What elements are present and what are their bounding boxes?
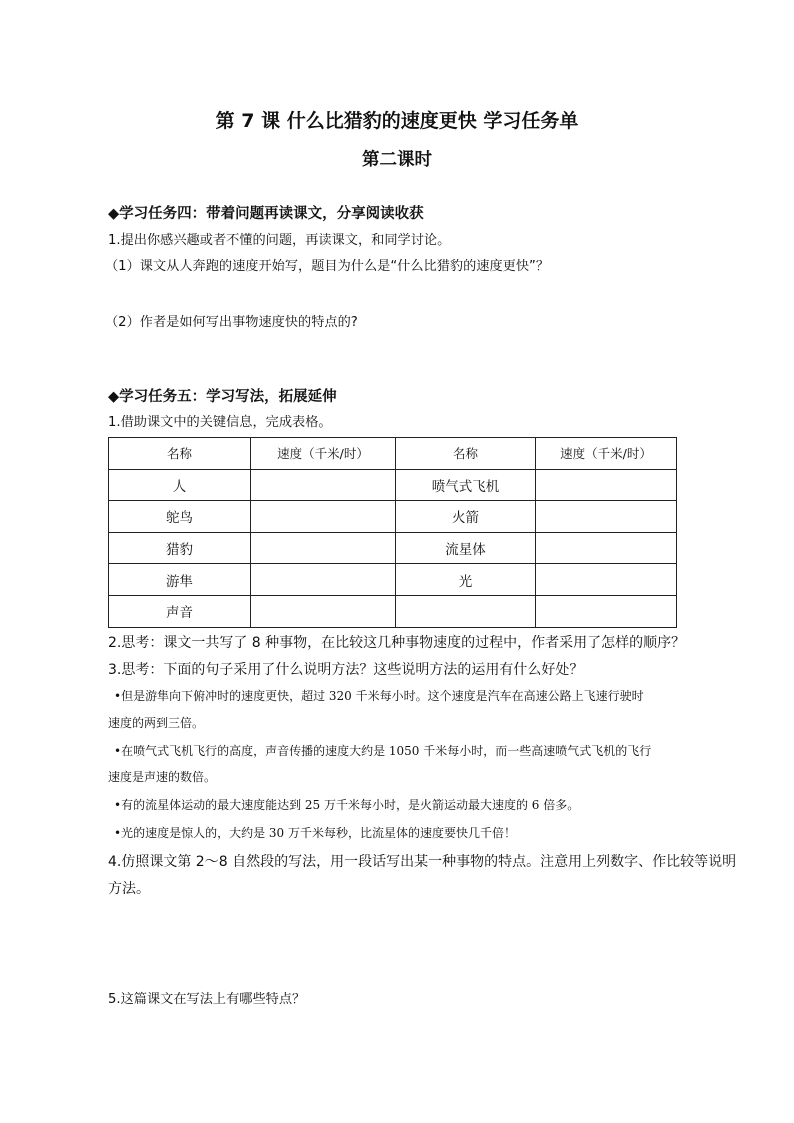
table-answer-cell[interactable]: [251, 532, 396, 564]
task5-item1: 1.借助课文中的关键信息，完成表格。: [108, 415, 332, 430]
table-answer-cell[interactable]: [251, 564, 396, 596]
table-answer-cell[interactable]: [251, 469, 396, 501]
table-cell: 声音: [109, 595, 251, 627]
sentence-2-line-2: 速度是声速的数倍。: [108, 770, 217, 784]
table-cell: 鸵鸟: [109, 501, 251, 533]
table-cell: 流星体: [396, 532, 536, 564]
task4-heading: ◆学习任务四：带着问题再读课文，分享阅读收获: [108, 206, 424, 222]
task5-item4-line-2: 方法。: [108, 881, 150, 897]
page-title: 第 7 课 什么比猎豹的速度更快 学习任务单: [215, 110, 579, 132]
task5-item3: 3.思考：下面的句子采用了什么说明方法？这些说明方法的运用有什么好处？: [108, 662, 584, 678]
table-answer-cell[interactable]: [536, 469, 677, 501]
table-cell: 火箭: [396, 501, 536, 533]
table-header-cell: 速度（千米/时）: [536, 438, 677, 470]
table-row: [109, 595, 677, 627]
task5-item2: 2.思考：课文一共写了 8 种事物，在比较这几种事物速度的过程中，作者采用了怎样的顺序？: [108, 635, 686, 651]
table-answer-cell[interactable]: [536, 501, 677, 533]
table-row: [109, 469, 677, 501]
sentence-2-line-1: •在喷气式飞机飞行的高度，声音传播的速度大约是 1050 千米每小时，而一些高速喷气式飞机的飞行: [114, 744, 652, 758]
table-header-cell: 名称: [109, 438, 251, 470]
table-cell: 光: [396, 564, 536, 596]
table-answer-cell[interactable]: [536, 532, 677, 564]
table-answer-cell[interactable]: [536, 564, 677, 596]
speed-table: [108, 437, 677, 628]
table-header-row: [109, 438, 677, 470]
sentence-3: •有的流星体运动的最大速度能达到 25 万千米每小时，是火箭运动最大速度的 6 倍多。: [114, 798, 580, 812]
task5-item5: 5.这篇课文在写法上有哪些特点？: [108, 992, 306, 1007]
task4-question2: （2）作者是如何写出事物速度快的特点的?: [105, 315, 358, 330]
table-cell: 喷气式飞机: [396, 469, 536, 501]
table-cell: 游隼: [109, 564, 251, 596]
table-answer-cell[interactable]: [251, 595, 396, 627]
sentence-1-line-1: •但是游隼向下俯冲时的速度更快，超过 320 千米每小时。这个速度是汽车在高速公路上飞速行驶时: [114, 689, 644, 703]
table-cell[interactable]: [396, 595, 536, 627]
table-row: [109, 501, 677, 533]
table-row: [109, 564, 677, 596]
task5-heading: ◆学习任务五：学习写法，拓展延伸: [108, 389, 337, 405]
table-cell: 人: [109, 469, 251, 501]
sentence-4: •光的速度是惊人的，大约是 30 万千米每秒，比流星体的速度要快几千倍！: [114, 826, 516, 840]
table-header-cell: 名称: [396, 438, 536, 470]
task5-item4-line-1: 4.仿照课文第 2～8 自然段的写法，用一段话写出某一种事物的特点。注意用上列数字、作比较等说明: [108, 854, 737, 870]
table-answer-cell[interactable]: [251, 501, 396, 533]
task4-question1: （1）课文从人奔跑的速度开始写，题目为什么是“什么比猎豹的速度更快”？: [105, 259, 550, 274]
page-subtitle: 第二课时: [362, 150, 432, 170]
table-answer-cell[interactable]: [536, 595, 677, 627]
table-header-cell: 速度（千米/时）: [251, 438, 396, 470]
table-row: [109, 532, 677, 564]
task4-item1: 1.提出你感兴趣或者不懂的问题，再读课文，和同学讨论。: [108, 233, 451, 248]
table-cell: 猎豹: [109, 532, 251, 564]
sentence-1-line-2: 速度的两到三倍。: [108, 716, 205, 730]
